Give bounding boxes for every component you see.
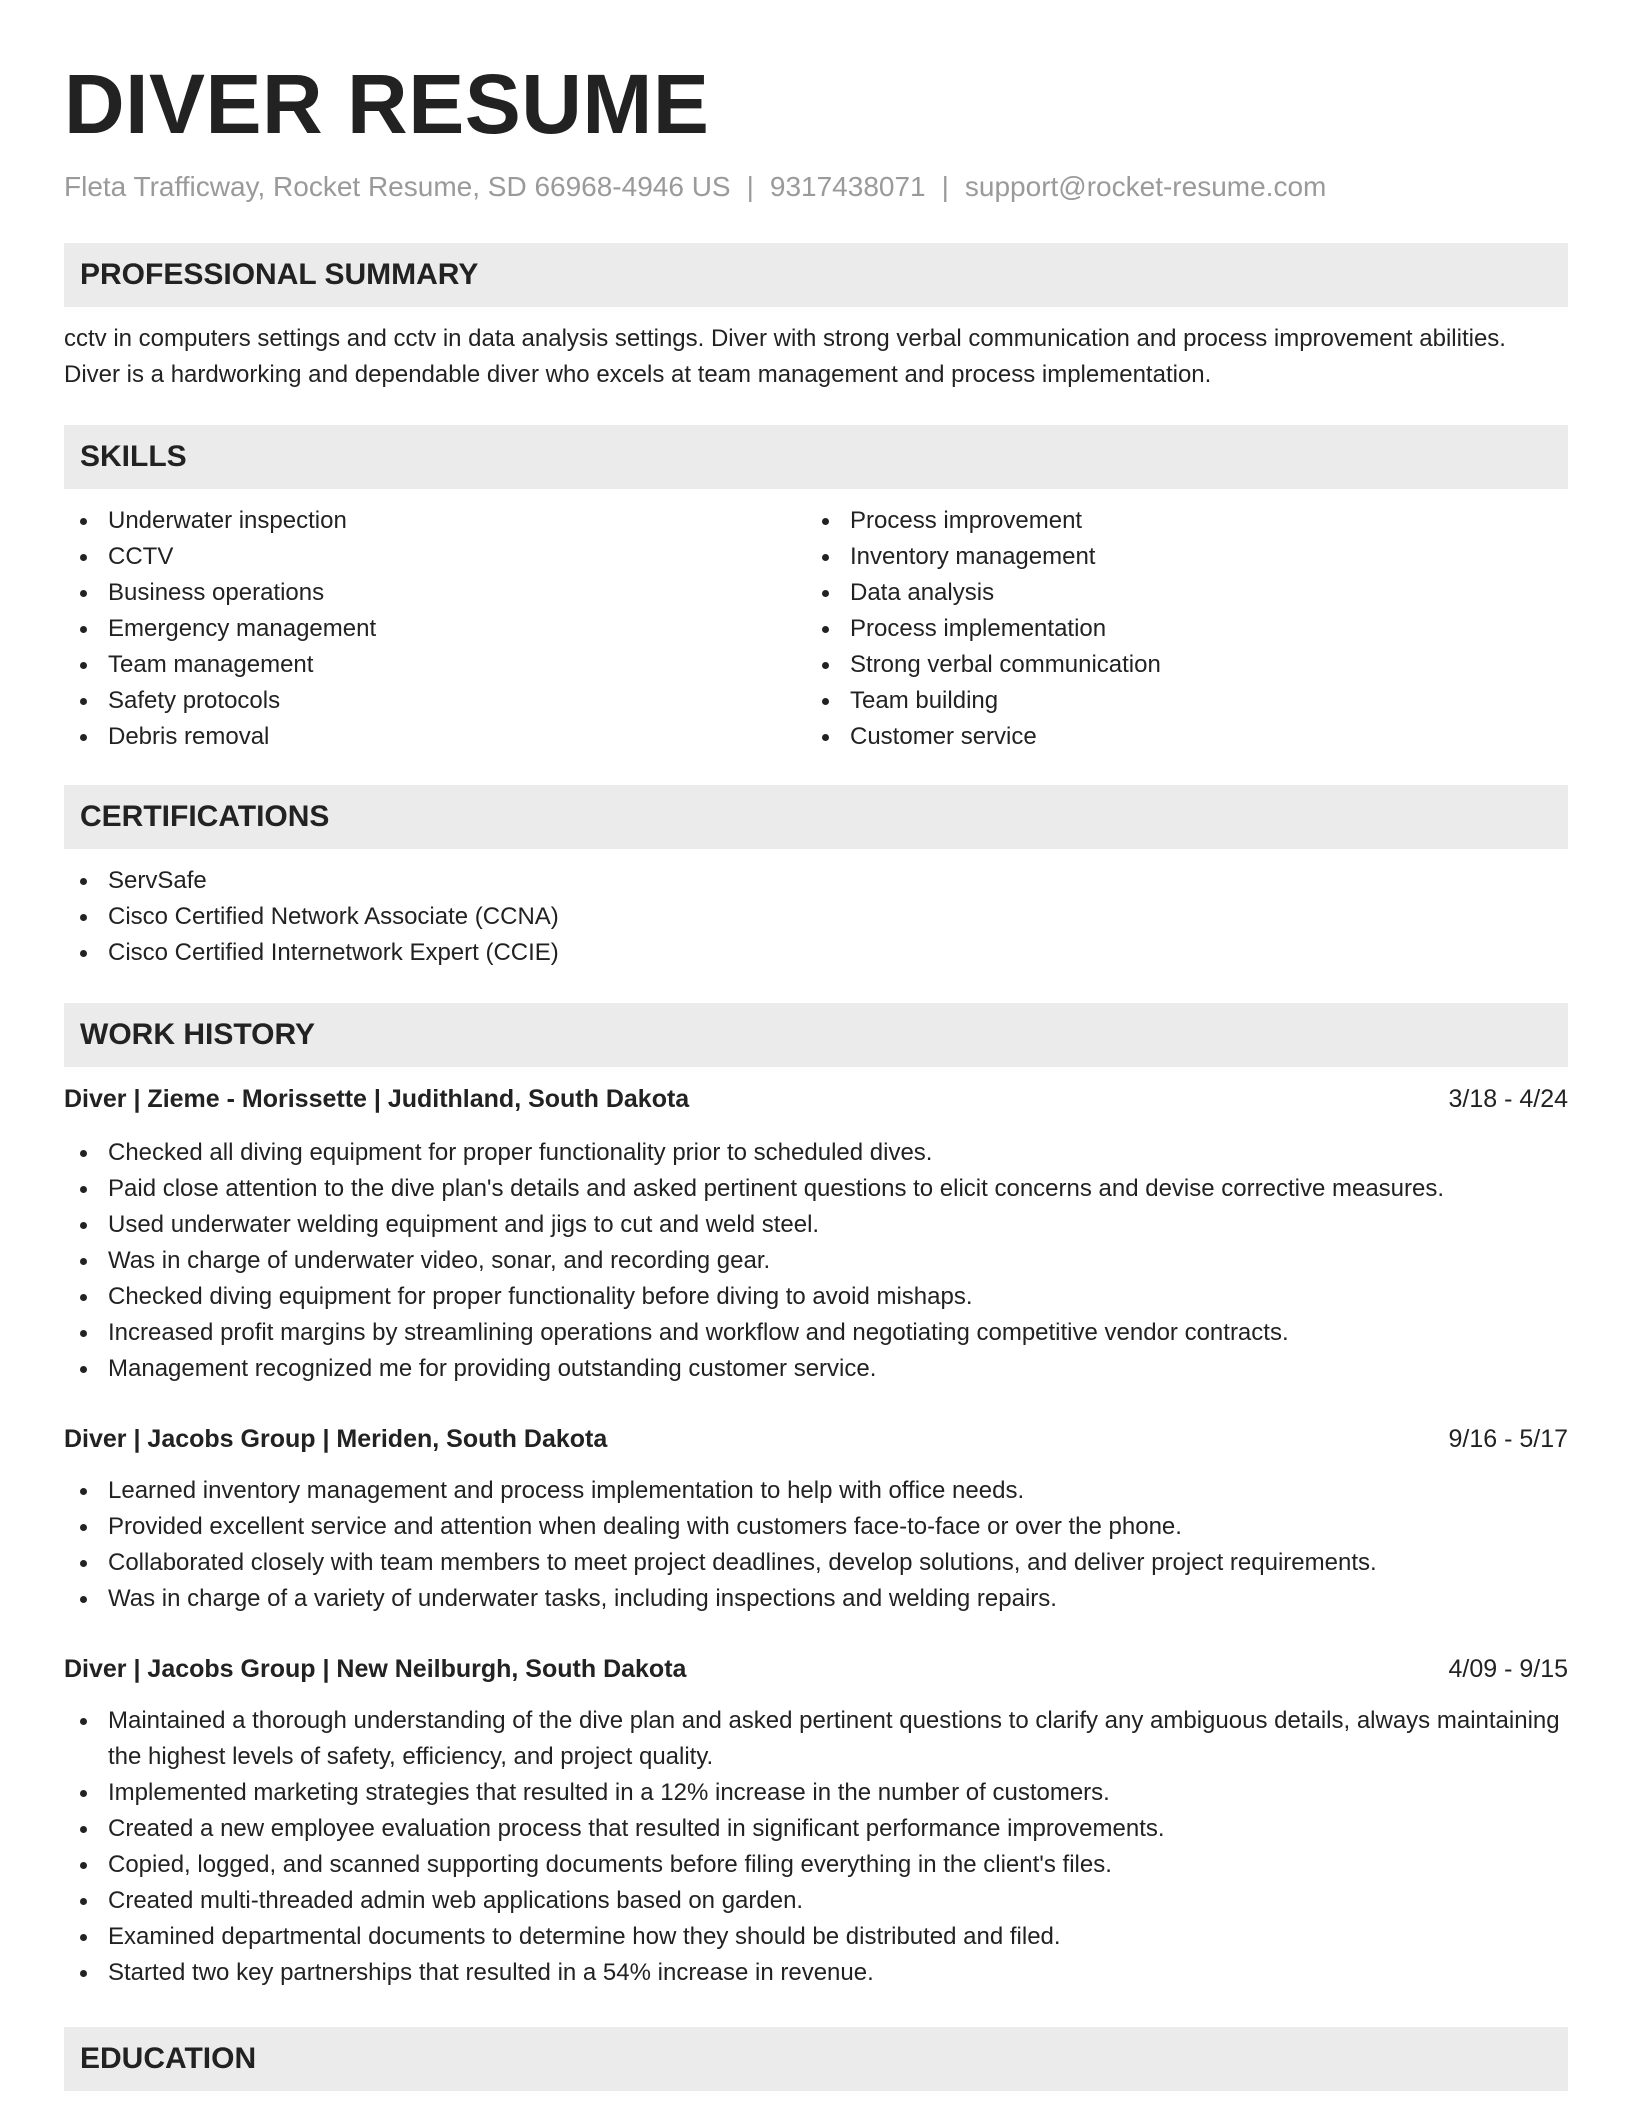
job-entry [64,1421,1568,1617]
contact-separator: | [941,171,949,202]
skills-list-left [64,503,806,755]
job-bullet: Implemented marketing strategies that resulted in a 12% increase in the number of customers. [64,1775,1568,1811]
contact-separator: | [746,171,754,202]
skill-item: Process improvement [806,503,1548,539]
job-entry [64,1651,1568,1991]
job-bullet: Checked all diving equipment for proper functionality prior to scheduled dives. [64,1135,1568,1171]
job-bullet: Used underwater welding equipment and jigs to cut and weld steel. [64,1207,1568,1243]
skill-item: CCTV [64,539,806,575]
section-header-certifications: CERTIFICATIONS [64,785,1568,849]
skill-item: Safety protocols [64,683,806,719]
certification-item: ServSafe [64,863,1568,899]
job-bullets [64,1135,1568,1387]
certifications-list [64,863,1568,971]
section-header-summary: PROFESSIONAL SUMMARY [64,243,1568,307]
job-bullet: Started two key partnerships that resulted in a 54% increase in revenue. [64,1955,1568,1991]
contact-address: Fleta Trafficway, Rocket Resume, SD 66968-4946 US [64,171,731,202]
skill-item: Debris removal [64,719,806,755]
summary-text: cctv in computers settings and cctv in data analysis settings. Diver with strong verbal communication and process improvement abilities. Diver is a hardworking and dependable diver who excels at team management and process implementation. [64,325,1506,388]
job-bullet: Checked diving equipment for proper functionality before diving to avoid mishaps. [64,1279,1568,1315]
job-bullet: Increased profit margins by streamlining operations and workflow and negotiating competitive vendor contracts. [64,1315,1568,1351]
job-bullet: Provided excellent service and attention when dealing with customers face-to-face or over the phone. [64,1509,1568,1545]
skills-grid [64,503,1568,755]
section-header-work-history: WORK HISTORY [64,1003,1568,1067]
section-header-education: EDUCATION [64,2027,1568,2091]
skills-list-right [806,503,1548,755]
job-dates: 3/18 - 4/24 [1448,1085,1568,1113]
contact-phone: 9317438071 [769,171,926,202]
section-header-skills: SKILLS [64,425,1568,489]
job-bullets [64,1703,1568,1991]
job-header [64,1651,1568,1687]
certification-item: Cisco Certified Internetwork Expert (CCIE) [64,935,1568,971]
job-title: Diver | Jacobs Group | Meriden, South Dakota [64,1425,608,1453]
skill-item: Team building [806,683,1548,719]
job-bullet: Was in charge of underwater video, sonar, and recording gear. [64,1243,1568,1279]
job-bullet: Was in charge of a variety of underwater tasks, including inspections and welding repairs. [64,1581,1568,1617]
skill-item: Business operations [64,575,806,611]
skill-item: Emergency management [64,611,806,647]
job-bullet: Management recognized me for providing outstanding customer service. [64,1351,1568,1387]
skill-item: Customer service [806,719,1548,755]
job-bullet: Created multi-threaded admin web applications based on garden. [64,1883,1568,1919]
resume-page [64,0,1568,2091]
job-bullet: Collaborated closely with team members to meet project deadlines, develop solutions, and deliver project requirements. [64,1545,1568,1581]
skill-item: Process implementation [806,611,1548,647]
job-bullet: Paid close attention to the dive plan's details and asked pertinent questions to elicit concerns and devise corrective measures. [64,1171,1568,1207]
job-bullet: Created a new employee evaluation process that resulted in significant performance improvements. [64,1811,1568,1847]
job-header [64,1421,1568,1457]
skill-item: Underwater inspection [64,503,806,539]
certification-item: Cisco Certified Network Associate (CCNA) [64,899,1568,935]
skill-item: Team management [64,647,806,683]
job-bullet: Learned inventory management and process implementation to help with office needs. [64,1473,1568,1509]
job-dates: 9/16 - 5/17 [1448,1425,1568,1453]
job-bullet: Examined departmental documents to determine how they should be distributed and filed. [64,1919,1568,1955]
contact-info [64,170,1568,204]
job-bullet: Copied, logged, and scanned supporting documents before filing everything in the client's files. [64,1847,1568,1883]
skill-item: Inventory management [806,539,1548,575]
skill-item: Data analysis [806,575,1548,611]
job-bullet: Maintained a thorough understanding of the dive plan and asked pertinent questions to clarify any ambiguous details, always maintaining the highest levels of safety, efficiency, and project quality. [64,1703,1568,1775]
job-bullets [64,1473,1568,1617]
job-entry [64,1081,1568,1387]
job-title: Diver | Zieme - Morissette | Judithland, South Dakota [64,1085,690,1113]
job-dates: 4/09 - 9/15 [1448,1655,1568,1683]
skill-item: Strong verbal communication [806,647,1548,683]
contact-email: support@rocket-resume.com [964,171,1327,202]
job-header [64,1081,1568,1117]
job-title: Diver | Jacobs Group | New Neilburgh, South Dakota [64,1655,687,1683]
resume-title: DIVER RESUME [64,57,710,151]
